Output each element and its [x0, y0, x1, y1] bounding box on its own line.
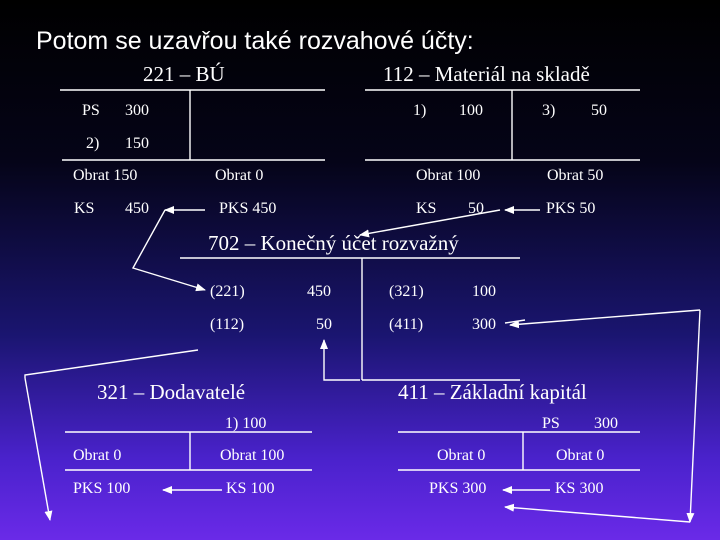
account-702-title: 702 – Konečný účet rozvažný	[208, 231, 459, 255]
acc221-ps-label: PS	[82, 102, 100, 119]
acc411-ps-label: PS	[542, 415, 560, 432]
acc702-debit-value-2: 50	[316, 316, 332, 333]
acc702-debit-ref-2: (112)	[210, 316, 245, 333]
acc221-ps-value: 300	[125, 102, 149, 119]
acc221-ks-label: KS	[74, 200, 95, 217]
acc221-pks: PKS 450	[219, 200, 277, 217]
acc321-ks: KS 100	[226, 480, 275, 497]
acc112-debit-obrat: Obrat 100	[416, 167, 481, 184]
acc702-credit-ref-1: (321)	[389, 283, 424, 300]
transfer-arrow-321-to-702	[25, 378, 50, 520]
transfer-arrow-411-left	[510, 310, 700, 325]
acc411-debit-obrat: Obrat 0	[437, 447, 486, 464]
acc112-row3-label: 3)	[542, 102, 556, 119]
acc321-credit-obrat: Obrat 100	[220, 447, 285, 464]
acc321-debit-obrat: Obrat 0	[73, 447, 122, 464]
acc112-ks-value: 50	[468, 200, 484, 217]
acc112-credit-obrat: Obrat 50	[547, 167, 604, 184]
transfer-line-221	[133, 210, 205, 290]
acc221-ks-value: 450	[125, 200, 149, 217]
account-411-title: 411 – Základní kapitál	[398, 380, 587, 404]
acc702-debit-value-1: 450	[307, 283, 331, 300]
acc112-pks: PKS 50	[546, 200, 596, 217]
slide-title: Potom se uzavřou také rozvahové účty:	[36, 27, 474, 55]
acc221-debit-obrat: Obrat 150	[73, 167, 138, 184]
transfer-line-411-bottom	[505, 507, 690, 522]
acc112-ks-label: KS	[416, 200, 437, 217]
acc221-credit-obrat: Obrat 0	[215, 167, 264, 184]
acc411-pks: PKS 300	[429, 480, 487, 497]
account-321-title: 321 – Dodavatelé	[97, 380, 246, 404]
acc411-credit-obrat: Obrat 0	[556, 447, 605, 464]
acc702-credit-value-2: 300	[472, 316, 496, 333]
acc321-credit-row1: 1) 100	[225, 415, 267, 432]
acc221-row2-value: 150	[125, 135, 149, 152]
transfer-line-411	[505, 320, 525, 323]
transfer-line-702-321	[324, 340, 360, 380]
account-112-title: 112 – Materiál na skladě	[383, 62, 590, 86]
account-221-title: 221 – BÚ	[143, 62, 225, 86]
acc321-pks: PKS 100	[73, 480, 131, 497]
acc112-row1-label: 1)	[413, 102, 427, 119]
transfer-arrow-411-to-702	[690, 310, 700, 522]
acc702-credit-ref-2: (411)	[389, 316, 424, 333]
acc702-credit-value-1: 100	[472, 283, 496, 300]
acc411-ks: KS 300	[555, 480, 604, 497]
acc411-ps-value: 300	[594, 415, 618, 432]
acc112-row1-value: 100	[459, 102, 483, 119]
acc702-debit-ref-1: (221)	[210, 283, 245, 300]
acc112-row3-value: 50	[591, 102, 607, 119]
acc221-row2-label: 2)	[86, 135, 100, 152]
transfer-line-321	[25, 350, 198, 378]
